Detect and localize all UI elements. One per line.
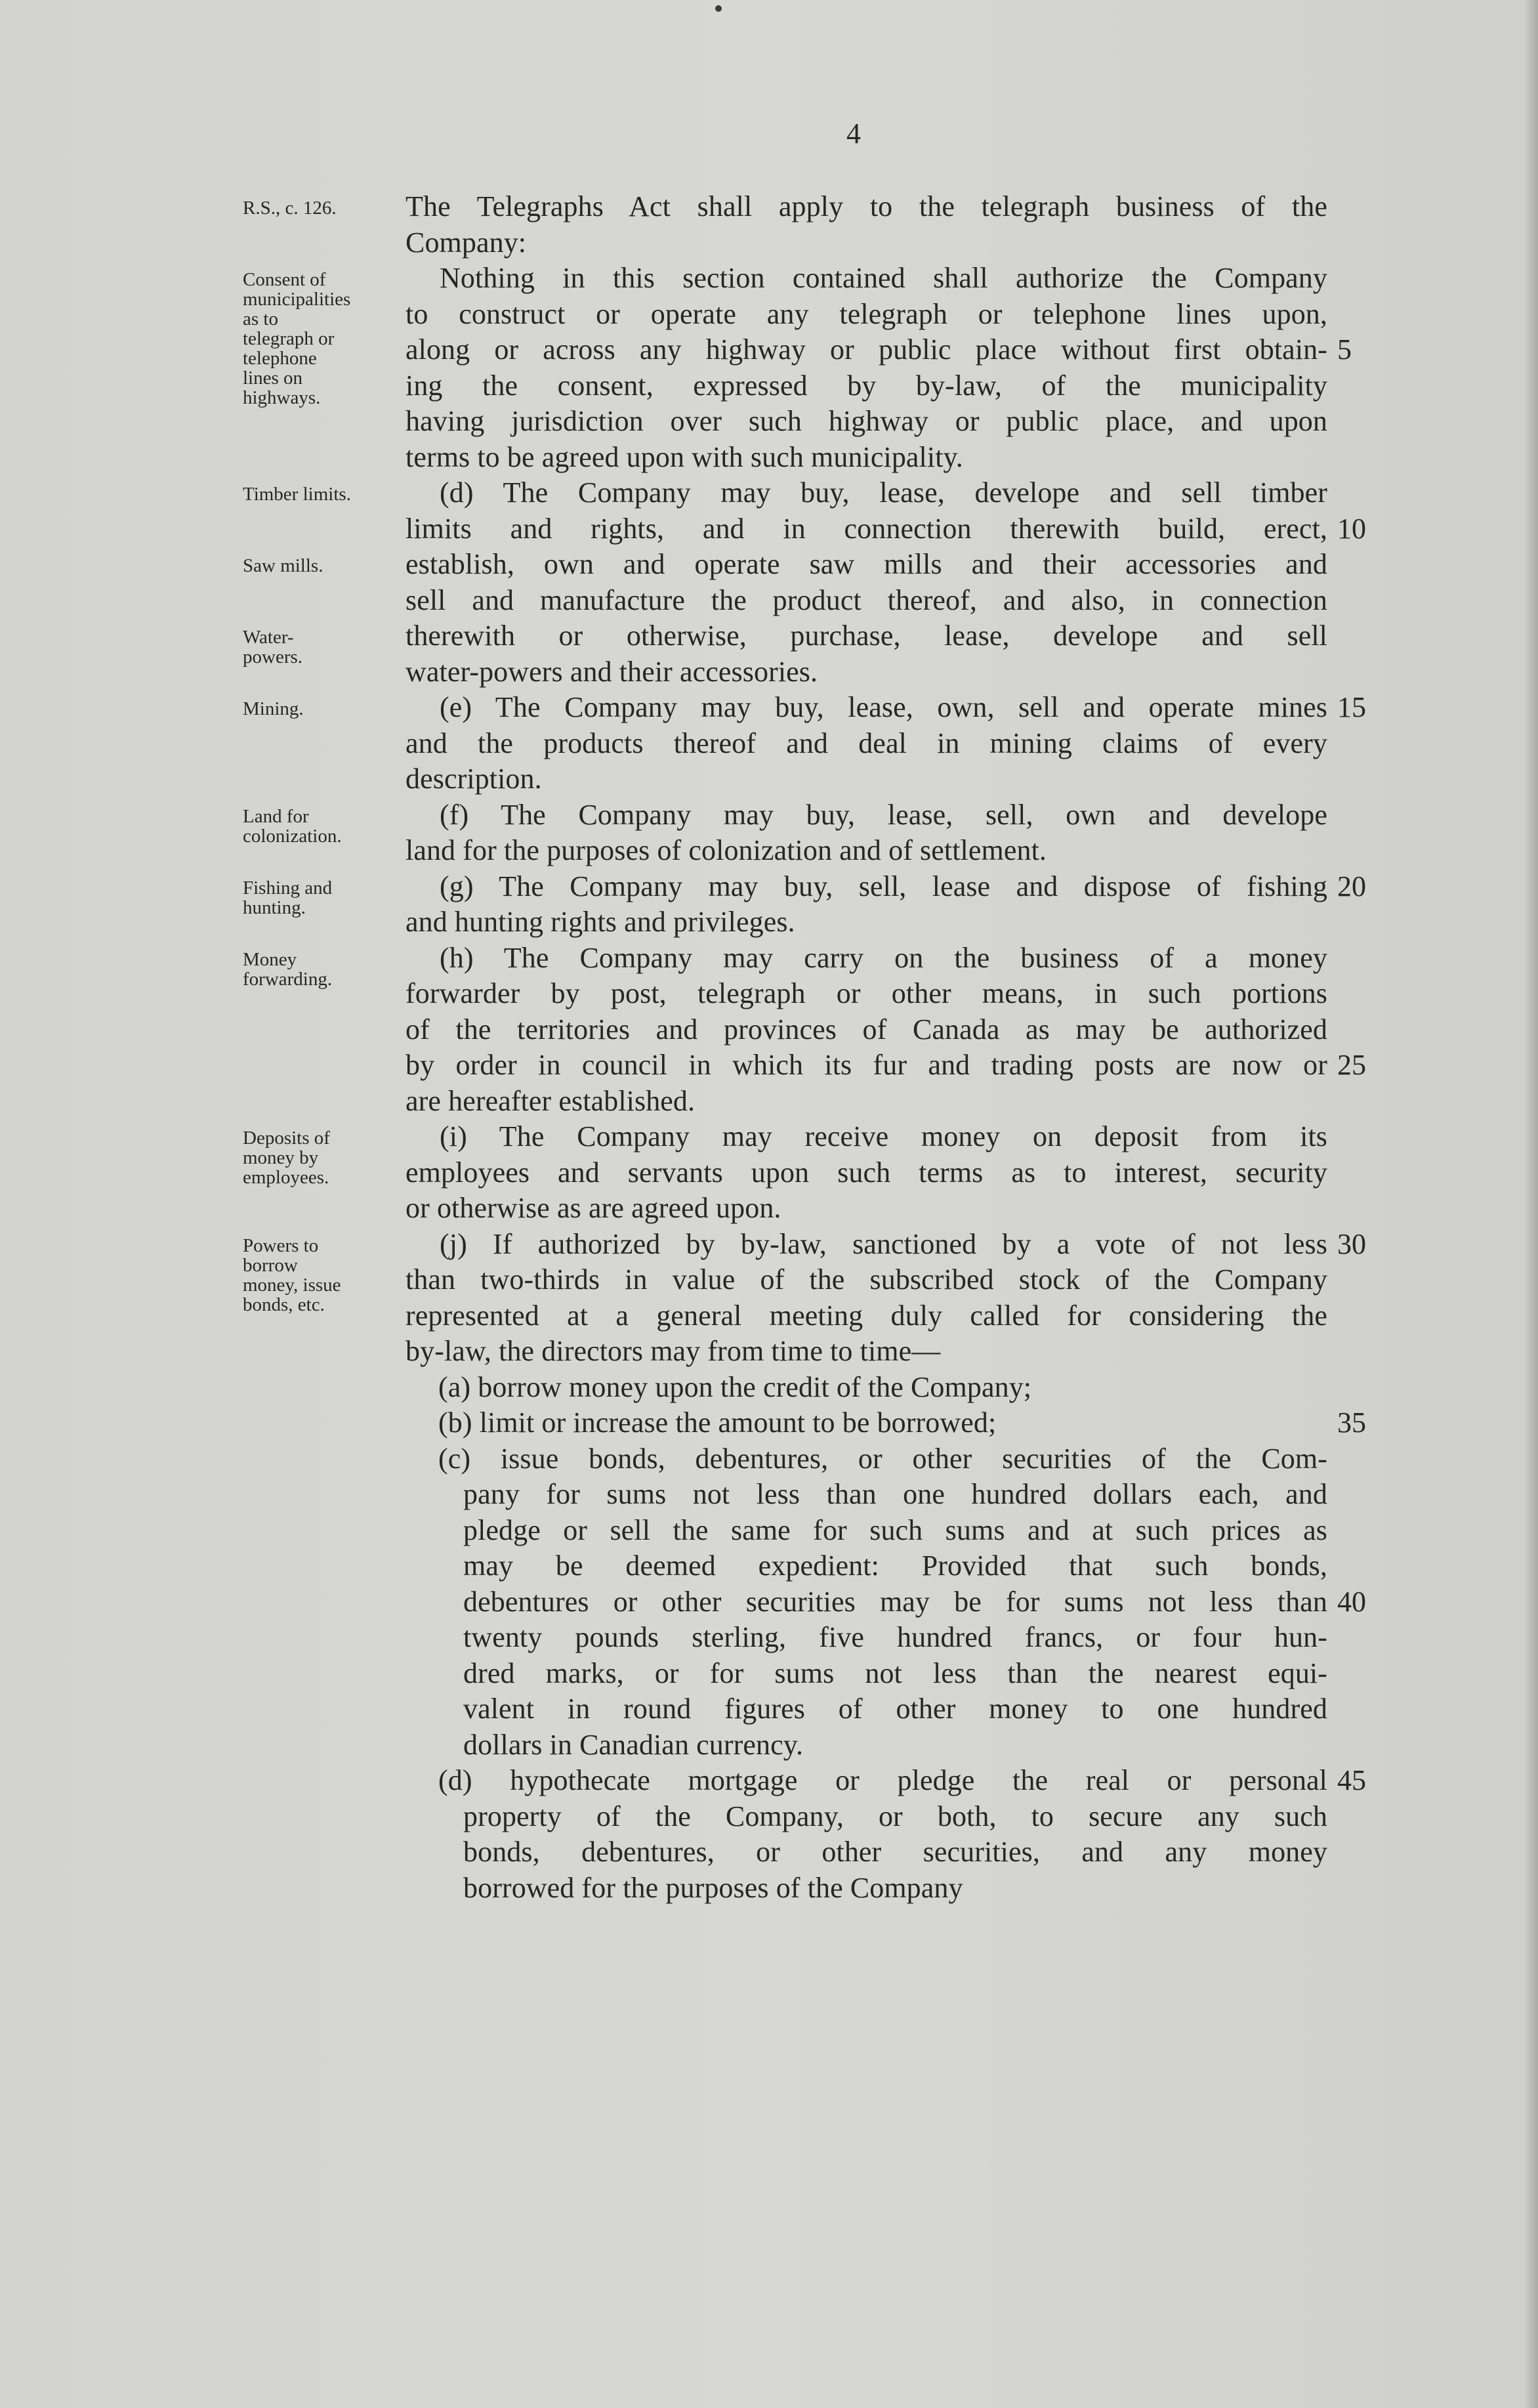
- line-number: 10: [1337, 512, 1366, 545]
- body-line: ing the consent, expressed by by-law, of the municipality: [405, 369, 1327, 402]
- body-line: are hereafter established.: [405, 1084, 696, 1117]
- body-line: or otherwise as are agreed upon.: [405, 1192, 781, 1224]
- line-number: 45: [1337, 1764, 1366, 1796]
- body-line: (j) If authorized by by-law, sanctioned by a vote of not less: [440, 1227, 1327, 1260]
- body-line: (b) limit or increase the amount to be borrowed;: [438, 1406, 997, 1439]
- body-line: (g) The Company may buy, sell, lease and dispose of fishing: [440, 870, 1327, 902]
- body-line: (h) The Company may carry on the business of a money: [440, 941, 1327, 974]
- body-line: Nothing in this section contained shall authorize the Company: [440, 262, 1327, 294]
- body-line: pledge or sell the same for such sums and at such prices as: [463, 1513, 1327, 1546]
- body-line: by order in council in which its fur and trading posts are now or: [405, 1049, 1327, 1081]
- body-line: having jurisdiction over such highway or public place, and upon: [405, 405, 1327, 437]
- line-number: 30: [1337, 1227, 1366, 1260]
- body-line: (f) The Company may buy, lease, sell, own and develope: [440, 798, 1327, 831]
- line-number: 40: [1337, 1585, 1366, 1618]
- body-line: (d) The Company may buy, lease, develope and sell timber: [440, 476, 1327, 509]
- body-line: Company:: [405, 226, 527, 259]
- body-line: (d) hypothecate mortgage or pledge the real or personal: [438, 1764, 1327, 1796]
- body-line: pany for sums not less than one hundred dollars each, and: [463, 1478, 1327, 1510]
- body-line: twenty pounds sterling, five hundred francs, or four hun-: [463, 1621, 1327, 1653]
- margin-note: Water- powers.: [243, 627, 303, 667]
- body-line: (i) The Company may receive money on deposit from its: [440, 1120, 1327, 1152]
- body-line: The Telegraphs Act shall apply to the telegraph business of the: [405, 190, 1327, 222]
- page-number: 4: [846, 117, 861, 150]
- margin-note: Money forwarding.: [243, 948, 333, 990]
- margin-note: Deposits of money by employees.: [243, 1128, 330, 1188]
- body-line: property of the Company, or both, to secure any such: [463, 1800, 1327, 1832]
- body-line: debentures or other securities may be for sums not less than: [463, 1585, 1327, 1618]
- page-edge-shadow: [1525, 0, 1538, 2408]
- body-line: and the products thereof and deal in mining claims of every: [405, 727, 1327, 759]
- body-line: (a) borrow money upon the credit of the Company;: [438, 1370, 1032, 1403]
- body-line: (c) issue bonds, debentures, or other securities of the Com-: [438, 1442, 1327, 1475]
- margin-note: Mining.: [243, 698, 304, 719]
- print-speck: [715, 5, 722, 12]
- body-line: (e) The Company may buy, lease, own, sell and operate mines: [440, 691, 1327, 723]
- body-line: forwarder by post, telegraph or other means, in such portions: [405, 977, 1327, 1009]
- body-line: water-powers and their accessories.: [405, 655, 818, 688]
- statute-body-text: [405, 189, 1327, 1906]
- margin-note: Fishing and hunting.: [243, 877, 333, 918]
- body-line: of the territories and provinces of Canada as may be authorized: [405, 1013, 1327, 1046]
- line-number: 20: [1337, 870, 1366, 902]
- margin-note: R.S., c. 126.: [243, 198, 337, 219]
- line-number: 25: [1337, 1049, 1366, 1081]
- body-line: terms to be agreed upon with such municipality.: [405, 440, 963, 473]
- body-line: bonds, debentures, or other securities, and any money: [463, 1836, 1327, 1868]
- body-line: therewith or otherwise, purchase, lease, develope and sell: [405, 620, 1327, 652]
- line-number: 5: [1337, 333, 1352, 366]
- line-number: 35: [1337, 1406, 1366, 1439]
- margin-note: Powers to borrow money, issue bonds, etc.: [243, 1235, 341, 1315]
- body-line: establish, own and operate saw mills and their accessories and: [405, 548, 1327, 580]
- line-number: 15: [1337, 691, 1366, 723]
- body-line: and hunting rights and privileges.: [405, 906, 795, 938]
- body-line: description.: [405, 763, 542, 795]
- body-line: valent in round figures of other money to one hundred: [463, 1693, 1327, 1725]
- margin-note: Consent of municipalities as to telegraph or telephone lines on highways.: [243, 269, 351, 408]
- margin-note: Saw mills.: [243, 555, 323, 576]
- body-line: along or across any highway or public place without first obtain-: [405, 333, 1327, 366]
- body-line: by-law, the directors may from time to time—: [405, 1335, 941, 1367]
- body-line: to construct or operate any telegraph or telephone lines upon,: [405, 297, 1327, 330]
- body-line: than two-thirds in value of the subscribed stock of the Company: [405, 1263, 1327, 1296]
- body-line: may be deemed expedient: Provided that such bonds,: [463, 1550, 1327, 1582]
- margin-note: Land for colonization.: [243, 805, 342, 847]
- body-line: borrowed for the purposes of the Company: [463, 1871, 963, 1904]
- body-line: sell and manufacture the product thereof, and also, in connection: [405, 583, 1327, 616]
- body-line: limits and rights, and in connection therewith build, erect,: [405, 512, 1327, 545]
- body-line: represented at a general meeting duly called for considering the: [405, 1299, 1327, 1332]
- margin-note: Timber limits.: [243, 484, 351, 505]
- body-line: land for the purposes of colonization and of settlement.: [405, 834, 1047, 866]
- body-line: dollars in Canadian currency.: [463, 1728, 804, 1761]
- body-line: dred marks, or for sums not less than the nearest equi-: [463, 1657, 1327, 1689]
- body-line: employees and servants upon such terms as to interest, security: [405, 1156, 1327, 1189]
